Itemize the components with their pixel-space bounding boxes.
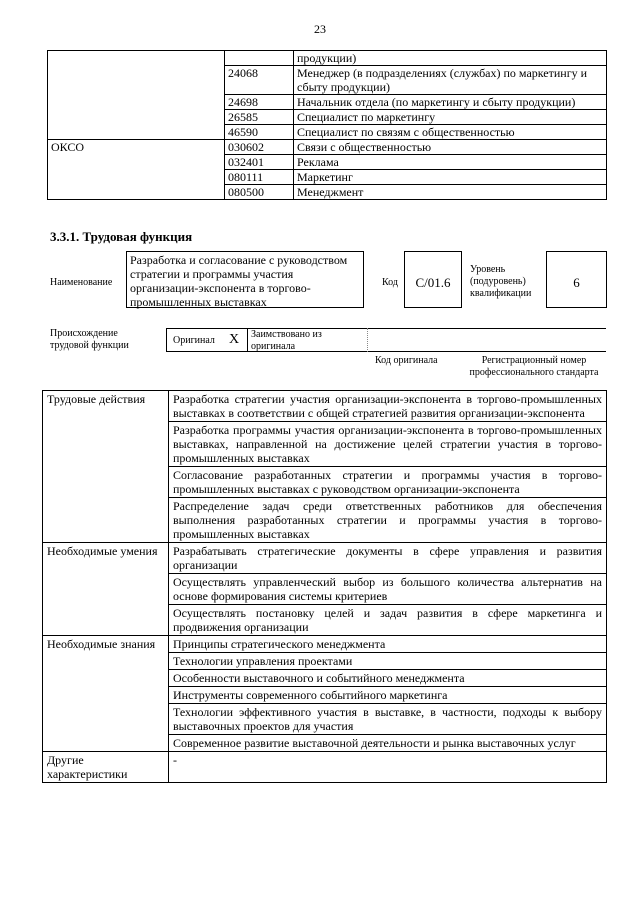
group-item-cell: Особенности выставочного и событийного менеджмента: [169, 670, 607, 687]
title-cell: Начальник отдела (по маркетингу и сбыту продукции): [294, 95, 607, 110]
group-item-cell: Согласование разработанных стратегии и программы участия в торгово-промышленных выставках с руководством организации-экспонента: [169, 467, 607, 498]
group-item-cell: Технологии эффективного участия в выставке, в частности, подходы к выбору выставочных проектов для участия: [169, 704, 607, 735]
codes-row: [48, 51, 607, 66]
origin-divider-dotted: [367, 328, 368, 352]
reg-number-caption: Регистрационный номер профессионального стандарта: [469, 355, 599, 378]
level-value-box: 6: [546, 251, 607, 308]
borrowed-label: Заимствовано из оригинала: [251, 329, 322, 352]
title-cell: Маркетинг: [294, 170, 607, 185]
group-item-cell: Разработка стратегии участия организации-экспонента в торгово-промышленных выставках в соответствии с общей стратегией развития организации-экспонента: [169, 391, 607, 422]
code-cell: 030602: [225, 140, 294, 155]
details-row: [43, 391, 607, 422]
group-title-cell: Необходимые знания: [43, 636, 169, 752]
group-item-cell: Инструменты современного событийного маркетинга: [169, 687, 607, 704]
code-cell: 080111: [225, 170, 294, 185]
group-item-cell: Современное развитие выставочной деятельности и рынка выставочных услуг: [169, 735, 607, 752]
level-label: Уровень (подуровень) квалификации: [470, 264, 532, 299]
codes-row: [48, 140, 607, 155]
code-cell: 46590: [225, 125, 294, 140]
group-item-cell: -: [169, 752, 607, 783]
function-name-box: Разработка и согласование с руководством стратегии и программы участия организации-экспонента в торгово-промышленных выставках: [126, 251, 364, 308]
details-row: [43, 752, 607, 783]
group-item-cell: Осуществлять управленческий выбор из большого количества альтернатив на основе формирования системы критериев: [169, 574, 607, 605]
code-cell: 080500: [225, 185, 294, 200]
group-item-cell: Принципы стратегического менеджмента: [169, 636, 607, 653]
origin-divider: [247, 328, 248, 352]
title-cell: Специалист по связям с общественностью: [294, 125, 607, 140]
details-row: [43, 636, 607, 653]
page-number: 23: [314, 22, 326, 36]
origin-label: Происхождение трудовой функции: [50, 328, 129, 351]
title-cell: Связи с общественностью: [294, 140, 607, 155]
title-cell: Менеджер (в подразделениях (службах) по маркетингу и сбыту продукции): [294, 66, 607, 95]
group-item-cell: Осуществлять постановку целей и задач развития в сфере маркетинга и продвижения организации: [169, 605, 607, 636]
group-title-cell: Трудовые действия: [43, 391, 169, 543]
group-item-cell: Разрабатывать стратегические документы в сфере управления и развития организации: [169, 543, 607, 574]
group-item-cell: Разработка программы участия организации-экспонента в торгово-промышленных выставках, направленной на достижение целей стратегии участия в торгово-промышленных выставках: [169, 422, 607, 467]
function-details-table: [42, 390, 607, 783]
title-cell: Специалист по маркетингу: [294, 110, 607, 125]
title-cell: продукции): [294, 51, 607, 66]
function-code-box: C/01.6: [404, 251, 462, 308]
title-cell: Реклама: [294, 155, 607, 170]
codes-table: [47, 50, 607, 200]
group-title-cell: Другие характеристики: [43, 752, 169, 783]
details-row: [43, 543, 607, 574]
code-original-caption: Код оригинала: [375, 355, 438, 366]
codes-group-cell: [48, 51, 225, 140]
group-title-cell: Необходимые умения: [43, 543, 169, 636]
original-mark: X: [229, 332, 240, 347]
title-cell: Менеджмент: [294, 185, 607, 200]
name-label: Наименование: [50, 277, 113, 288]
code-label: Код: [382, 277, 398, 288]
code-cell: [225, 51, 294, 66]
code-cell: 24698: [225, 95, 294, 110]
original-label: Оригинал: [173, 335, 215, 346]
group-item-cell: Распределение задач среди ответственных работников для обеспечения выполнения разработанных стратегии и программы участия в торгово-промышленных выставках: [169, 498, 607, 543]
section-heading: 3.3.1. Трудовая функция: [50, 229, 193, 244]
codes-group-cell: ОКСО: [48, 140, 225, 200]
code-cell: 26585: [225, 110, 294, 125]
code-cell: 032401: [225, 155, 294, 170]
group-item-cell: Технологии управления проектами: [169, 653, 607, 670]
code-cell: 24068: [225, 66, 294, 95]
